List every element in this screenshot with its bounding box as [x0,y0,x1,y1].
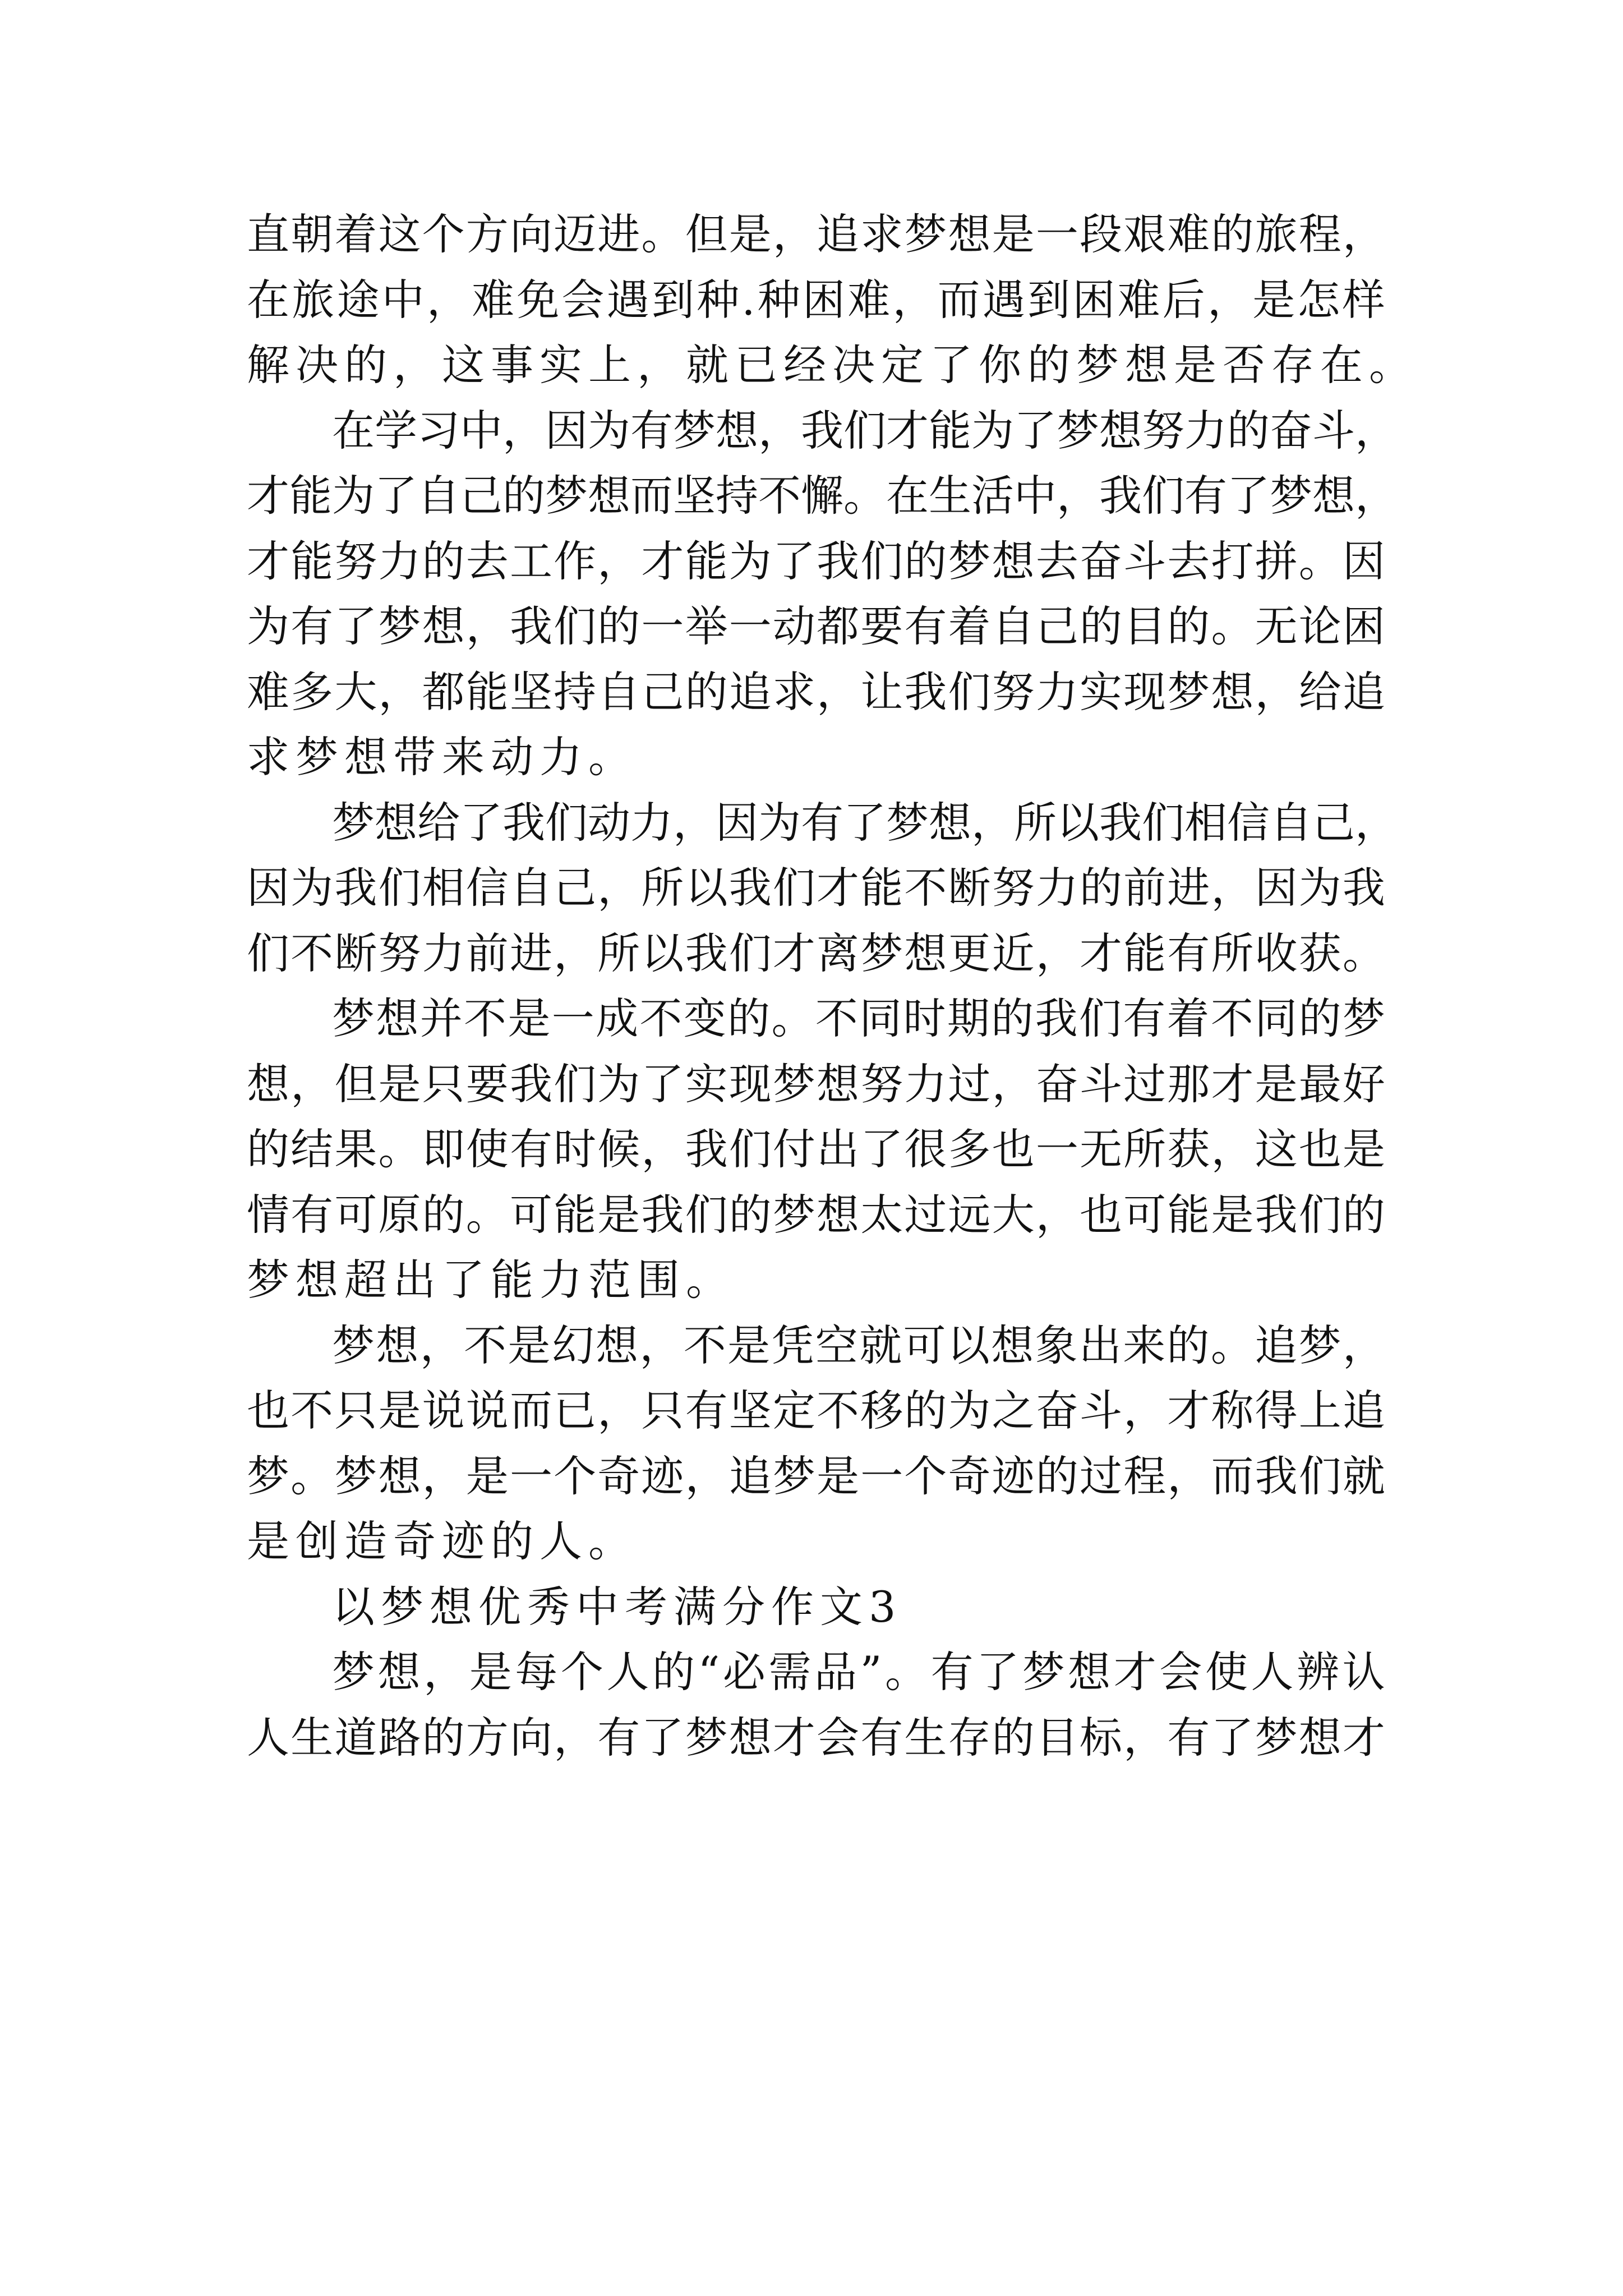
text-line: 也 不 只 是 说 说 而 已 ， 只 有 坚 定 不 移 的 为 之 奋 斗 ， 才 称 得 上 追 [247,1386,1385,1435]
text-line: 在 学 习 中 ， 因 为 有 梦 想 ， 我 们 才 能 为 了 梦 想 努 力 的 奋 斗 ， [332,405,1398,455]
text-line: 才 能 为 了 自 己 的 梦 想 而 坚 持 不 懈 。 在 生 活 中 ， 我 们 有 了 梦 想 ， [247,471,1398,521]
text-line: 的 结 果 。 即 使 有 时 候 ， 我 们 付 出 了 很 多 也 一 无 所 获 ， 这 也 是 [247,1124,1385,1174]
text-line: 们 不 断 努 力 前 进 ， 所 以 我 们 才 离 梦 想 更 近 ， 才 能 有 所 收 获 。 [247,928,1385,978]
text-line: 梦 想 ， 不 是 幻 想 ， 不 是 凭 空 就 可 以 想 象 出 来 的 。 追 梦 ， [332,1320,1385,1370]
text-line: 因 为 我 们 相 信 自 己 ， 所 以 我 们 才 能 不 断 努 力 的 前 进 ， 因 为 我 [247,863,1385,913]
text-line: 在 旅 途 中 ， 难 免 会 遇 到 种 . 种 困 难 ， 而 遇 到 困 难 后 ， 是 怎 样 [247,274,1385,325]
text-line: 梦 想 并 不 是 一 成 不 变 的 。 不 同 时 期 的 我 们 有 着 不 同 的 梦 [332,993,1385,1043]
text-line: 人 生 道 路 的 方 向 ， 有 了 梦 想 才 会 有 生 存 的 目 标 ， 有 了 梦 想 才 [247,1712,1385,1763]
text-line: 想 ， 但 是 只 要 我 们 为 了 实 现 梦 想 努 力 过 ， 奋 斗 过 那 才 是 最 好 [247,1059,1385,1109]
text-line: 梦 。 梦 想 ， 是 一 个 奇 迹 ， 追 梦 是 一 个 奇 迹 的 过 程 ， 而 我 们 就 [247,1451,1385,1501]
text-line: 梦 想 ， 是 每 个 人 的 “ 必 需 品 ” 。 有 了 梦 想 才 会 使 人 辨 认 [332,1647,1385,1697]
text-line: 直 朝 着 这 个 方 向 迈 进 。 但 是 ， 追 求 梦 想 是 一 段 艰 难 的 旅 程 ， [247,209,1385,259]
text-line: 是 创 造 奇 迹 的 人 。 [247,1516,631,1566]
text-line: 解 决 的 ， 这 事 实 上 ， 就 已 经 决 定 了 你 的 梦 想 是 否 存 在 。 [247,340,1412,390]
text-line: 为 有 了 梦 想 ， 我 们 的 一 举 一 动 都 要 有 着 自 己 的 目 的 。 无 论 困 [247,601,1385,651]
text-line: 情 有 可 原 的 。 可 能 是 我 们 的 梦 想 太 过 远 大 ， 也 可 能 是 我 们 的 [247,1189,1385,1240]
text-line: 以 梦 想 优 秀 中 考 满 分 作 文 3 [332,1581,896,1632]
text-line: 难 多 大 ， 都 能 坚 持 自 己 的 追 求 ， 让 我 们 努 力 实 现 梦 想 ， 给 追 [247,666,1385,717]
text-line: 梦 想 给 了 我 们 动 力 ， 因 为 有 了 梦 想 ， 所 以 我 们 相 信 自 己 ， [332,797,1398,848]
document-body [247,202,1412,1770]
text-line: 梦 想 超 出 了 能 力 范 围 。 [247,1255,728,1305]
text-line: 求 梦 想 带 来 动 力 。 [247,732,631,782]
text-line: 才 能 努 力 的 去 工 作 ， 才 能 为 了 我 们 的 梦 想 去 奋 斗 去 打 拼 。 因 [247,536,1385,586]
